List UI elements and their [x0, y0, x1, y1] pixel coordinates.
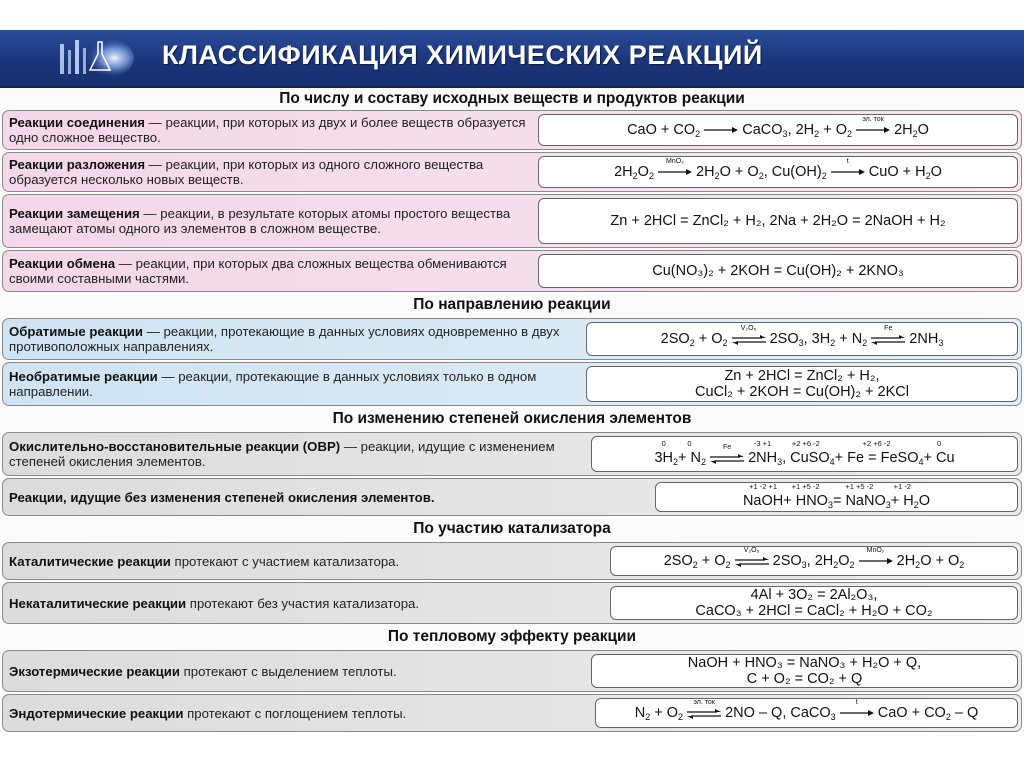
term-label: Необратимые реакции: [9, 369, 158, 384]
term-label: Реакции разложения: [9, 157, 146, 172]
reaction-arrow-icon: t: [840, 706, 874, 720]
row-definition: [9, 251, 529, 291]
definition-text: — реакции, в результате которых атомы простого вещества замещают атомы одного из элементов в сложном веществе.: [9, 206, 511, 236]
equation-line: Cu(NO₃)₂ + 2KOH = Cu(OH)₂ + 2KNO₃: [652, 263, 904, 279]
row-exothermic: [2, 650, 1022, 692]
row-combination: [2, 110, 1022, 150]
definition-text: — реакции, при которых из одного сложного вещества образуется несколько новых веществ.: [9, 157, 484, 187]
section-header-direction: По направлению реакции: [413, 296, 611, 313]
row-definition: [9, 153, 529, 191]
row-reversible: [2, 318, 1022, 360]
definition-text: — реакции, при которых два сложных вещества обмениваются своими составными частями.: [9, 256, 507, 286]
equation-line: 0 $3H_2$ 0 + $N_2$ Fe -3 +1 $2NH_3$ +2 +6 -2 , CuSO$_4$ +2 +6 -2 + Fe = FeSO$_4$ 0 + Cu: [654, 439, 955, 467]
row-non-redox: [2, 478, 1022, 516]
equation-box: [586, 322, 1018, 356]
definition-text: — реакции, протекающие в данных условиях одновременно в двух противоположных направлениях.: [9, 324, 560, 354]
equation-box: [538, 156, 1018, 188]
title-banner: [0, 30, 1024, 88]
term-label: Каталитические реакции: [9, 553, 171, 569]
equation-line: $2H_2O_2$ MnO₂ $2H_2O + O_2$, $Cu(OH)_2$ t CuO + $H_2O$: [614, 158, 942, 181]
definition-text: протекают с выделением теплоты.: [179, 663, 397, 679]
section-header-heat: По тепловому эффекту реакции: [387, 628, 637, 645]
row-irreversible: [2, 362, 1022, 406]
term-label: Окислительно-восстановительные реакции (ОВР): [9, 439, 341, 454]
equation-line: C + O₂ = CO₂ + Q: [746, 671, 863, 687]
reaction-arrow-icon: эл. ток: [856, 123, 890, 137]
row-endothermic: [2, 694, 1022, 732]
equation-line: 4Al + 3O₂ = 2Al₂O₃,: [750, 587, 878, 603]
row-definition: [9, 479, 649, 515]
term-label: Реакции замещения: [9, 206, 140, 221]
equation-line: $2SO_2 + O_2$ V₂O₅ $2SO_3$, $3H_2 + N_2$ Fe $2NH_3$: [660, 325, 944, 348]
poster-content: [0, 88, 1024, 722]
equation-box: [595, 698, 1018, 728]
equation-line: CuCl₂ + 2KOH = Cu(OH)₂ + 2KCl: [695, 384, 909, 400]
term-label: Некаталитические реакции: [9, 595, 187, 611]
reversible-arrow-icon: Fe: [710, 451, 744, 465]
equation-line: CaO + $CO_2$ CaCO$_3$, $2H_2 + O_2$ эл. ток $2H_2O$: [627, 116, 929, 139]
poster: [0, 30, 1024, 722]
term-label: Реакции обмена: [9, 256, 116, 271]
equation-line: $N_2 + O_2$ эл. ток 2NO – Q, CaCO$_3$ t CaO + $CO_2$ – Q: [634, 699, 979, 722]
term-label: Эндотермические реакции: [9, 705, 184, 721]
definition-text: — реакции, при которых из двух и более веществ образуется одно сложное вещество.: [9, 115, 526, 145]
row-definition: [9, 195, 529, 247]
definition-text: — реакции, протекающие в данных условиях только в одном направлении.: [9, 369, 537, 399]
term-label: Реакции соединения: [9, 115, 145, 130]
row-substitution: [2, 194, 1022, 248]
row-definition: [9, 583, 609, 623]
row-definition: [9, 651, 589, 691]
equation-box: [538, 114, 1018, 146]
term-label: Обратимые реакции: [9, 324, 144, 339]
row-definition: [9, 111, 529, 149]
section-header-composition: По числу и составу исходных веществ и продуктов реакции: [279, 90, 745, 107]
row-definition: [9, 363, 579, 405]
equation-line: NaOH + HNO₃ = NaNO₃ + H₂O + Q,: [687, 655, 922, 671]
reversible-arrow-icon: Fe: [871, 332, 905, 346]
definition-text: протекают с поглощением теплоты.: [183, 705, 407, 721]
lab-flask-logo-icon: [54, 36, 134, 78]
equation-line: Zn + 2HCl = ZnCl₂ + H₂, 2Na + 2H₂O = 2NaOH + H₂: [610, 213, 946, 229]
equation-box: [655, 482, 1018, 512]
reaction-arrow-icon: MnO₂: [859, 554, 893, 568]
reaction-arrow-icon: [704, 123, 738, 137]
reversible-arrow-icon: V₂O₅: [732, 332, 766, 346]
poster-title: КЛАССИФИКАЦИЯ ХИМИЧЕСКИХ РЕАКЦИЙ: [162, 40, 763, 70]
equation-box: [586, 366, 1018, 402]
row-definition: [9, 543, 609, 579]
equation-box: [538, 254, 1018, 288]
reaction-arrow-icon: t: [831, 165, 865, 179]
equation-line: Zn + 2HCl = ZnCl₂ + H₂,: [724, 368, 880, 384]
row-definition: [9, 433, 589, 475]
row-definition: [9, 695, 599, 731]
section-header-oxidation: По изменению степеней окисления элементов: [332, 410, 692, 427]
definition-text: — реакции, идущие с изменением степеней окисления элементов.: [9, 439, 555, 469]
reaction-arrow-icon: MnO₂: [658, 165, 692, 179]
term-label: Реакции, идущие без изменения степеней окисления элементов.: [9, 489, 435, 505]
row-decomposition: [2, 152, 1022, 192]
equation-box: [610, 546, 1018, 576]
equation-line: CaCO₃ + 2HCl = CaCl₂ + H₂O + CO₂: [695, 603, 933, 619]
row-non-catalytic: [2, 582, 1022, 624]
row-catalytic: [2, 542, 1022, 580]
section-header-catalyst: По участию катализатора: [413, 520, 611, 537]
equation-line: $2SO_2 + O_2$ V₂O₅ $2SO_3$, $2H_2O_2$ MnO₂ $2H_2O + O_2$: [663, 547, 965, 570]
equation-box: [610, 586, 1018, 620]
definition-text: протекают с участием катализатора.: [170, 553, 400, 569]
equation-box: [591, 436, 1018, 472]
row-redox: [2, 432, 1022, 476]
equation-box: [591, 654, 1018, 688]
definition-text: протекают без участия катализатора.: [186, 595, 420, 611]
equation-line: +1 -2 +1 NaOH +1 +5 -2 + $HNO_3$ +1 +5 -2 = NaNO$_3$ +1 -2 + $H_2O$: [742, 482, 931, 510]
row-definition: [9, 319, 579, 359]
row-exchange: [2, 250, 1022, 292]
term-label: Экзотермические реакции: [9, 663, 180, 679]
reversible-arrow-icon: V₂O₅: [735, 554, 769, 568]
reversible-arrow-icon: эл. ток: [687, 706, 721, 720]
equation-box: [538, 198, 1018, 244]
